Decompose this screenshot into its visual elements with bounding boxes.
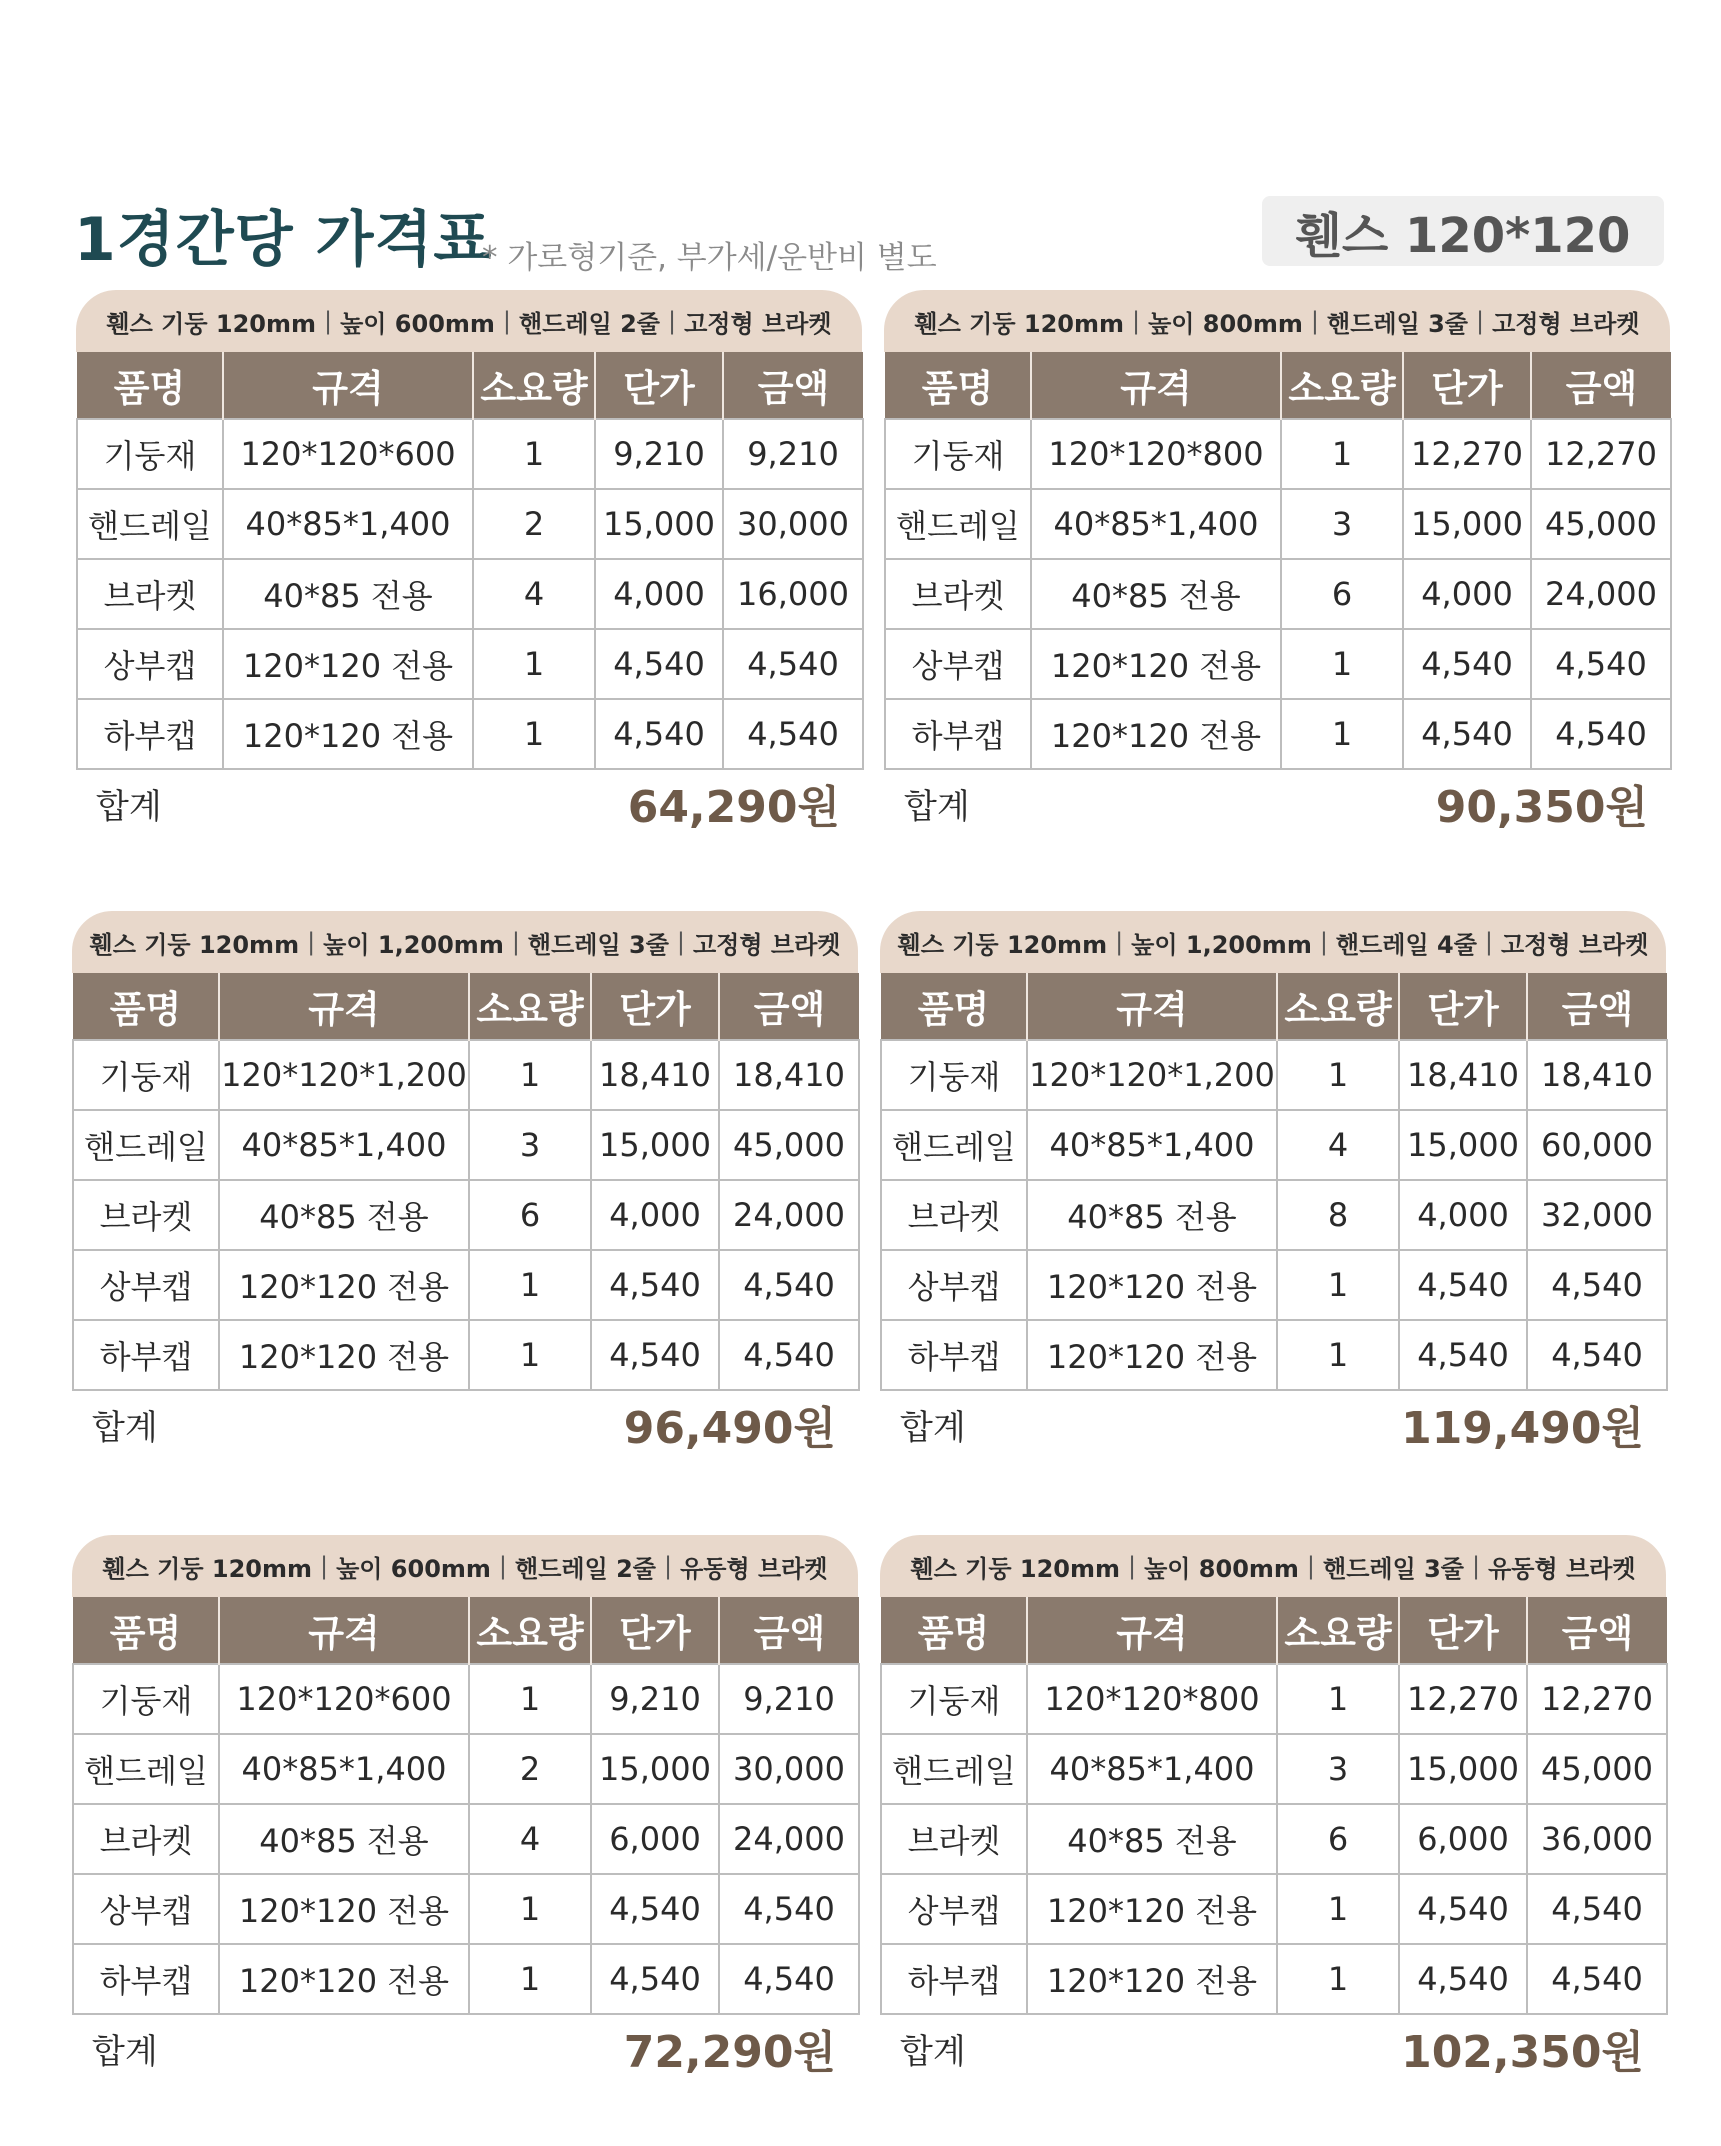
table-row — [881, 1180, 1667, 1250]
spec-item: 휀스 기둥 120mm — [910, 1554, 1120, 1583]
table-cell: 기둥재 — [881, 1664, 1027, 1734]
table-cell: 120*120 전용 — [1027, 1250, 1277, 1320]
table-cell: 120*120 전용 — [223, 629, 473, 699]
table-cell: 4 — [1277, 1110, 1399, 1180]
spec-separator: | — [1310, 307, 1320, 335]
column-header: 규격 — [219, 1597, 469, 1664]
spec-item: 핸드레일 3줄 — [527, 930, 669, 959]
table-row — [885, 559, 1671, 629]
spec-item: 휀스 기둥 120mm — [914, 309, 1124, 338]
table-cell: 4,000 — [1403, 559, 1531, 629]
table-cell: 핸드레일 — [73, 1734, 219, 1804]
table-cell: 하부캡 — [73, 1320, 219, 1390]
table-cell: 40*85 전용 — [1027, 1804, 1277, 1874]
table-cell: 1 — [1277, 1250, 1399, 1320]
table-row — [77, 489, 863, 559]
table-cell: 1 — [1281, 629, 1403, 699]
table-cell: 1 — [1277, 1040, 1399, 1110]
table-cell: 120*120 전용 — [223, 699, 473, 769]
table-cell: 4 — [473, 559, 595, 629]
table-row — [881, 1320, 1667, 1390]
spec-separator: | — [511, 928, 520, 956]
total-value: 119,490원 — [1401, 1403, 1644, 1454]
table-cell: 3 — [1281, 489, 1403, 559]
table-cell: 15,000 — [595, 489, 723, 559]
total-value: 90,350원 — [1435, 782, 1648, 833]
spec-item: 핸드레일 4줄 — [1335, 930, 1477, 959]
table-row — [77, 419, 863, 489]
table-cell: 핸드레일 — [881, 1734, 1027, 1804]
table-cell: 120*120 전용 — [1027, 1874, 1277, 1944]
table-header-row — [73, 973, 859, 1040]
table-cell: 24,000 — [719, 1804, 859, 1874]
column-header: 규격 — [1031, 352, 1281, 419]
spec-item: 핸드레일 3줄 — [1327, 309, 1468, 338]
table-cell: 1 — [1277, 1664, 1399, 1734]
table-cell: 4,540 — [1399, 1320, 1527, 1390]
column-header: 금액 — [1527, 973, 1667, 1040]
table-cell: 기둥재 — [73, 1664, 219, 1734]
panel-spec-header — [880, 1535, 1666, 1597]
table-cell: 45,000 — [1527, 1734, 1667, 1804]
table-cell: 120*120*1,200 — [1027, 1040, 1277, 1110]
column-header: 단가 — [591, 973, 719, 1040]
table-cell: 4,540 — [1403, 629, 1531, 699]
spec-separator: | — [1115, 928, 1124, 956]
table-cell: 18,410 — [1399, 1040, 1527, 1110]
table-cell: 핸드레일 — [885, 489, 1031, 559]
table-cell: 6 — [1281, 559, 1403, 629]
panel-spec-header — [72, 1535, 858, 1597]
panel-spec-header — [880, 911, 1666, 973]
table-cell: 40*85*1,400 — [1027, 1734, 1277, 1804]
table-cell: 120*120 전용 — [1027, 1944, 1277, 2014]
table-cell: 4,540 — [595, 699, 723, 769]
panel-total — [880, 2015, 1666, 2081]
table-cell: 15,000 — [1399, 1110, 1527, 1180]
column-header: 금액 — [723, 352, 863, 419]
total-label: 합계 — [92, 2031, 158, 2072]
table-cell: 15,000 — [591, 1110, 719, 1180]
table-cell: 120*120*1,200 — [219, 1040, 469, 1110]
table-cell: 18,410 — [719, 1040, 859, 1110]
spec-separator: | — [1127, 1552, 1137, 1580]
table-row — [885, 419, 1671, 489]
column-header: 규격 — [223, 352, 473, 419]
total-value: 102,350원 — [1401, 2027, 1644, 2078]
column-header: 소요량 — [1277, 973, 1399, 1040]
table-cell: 15,000 — [1399, 1734, 1527, 1804]
table-row — [73, 1664, 859, 1734]
table-cell: 4,540 — [591, 1874, 719, 1944]
table-cell: 120*120 전용 — [1031, 699, 1281, 769]
table-cell: 40*85 전용 — [1027, 1180, 1277, 1250]
spec-item: 높이 800mm — [1148, 309, 1303, 338]
spec-separator: | — [1131, 307, 1141, 335]
table-header-row — [881, 973, 1667, 1040]
spec-item: 고정형 브라켓 — [1492, 309, 1640, 338]
spec-item: 높이 600mm — [336, 1554, 491, 1583]
table-cell: 24,000 — [719, 1180, 859, 1250]
table-cell: 4,540 — [1403, 699, 1531, 769]
table-cell: 120*120*600 — [223, 419, 473, 489]
table-cell: 9,210 — [723, 419, 863, 489]
table-cell: 4,540 — [1527, 1944, 1667, 2014]
price-panel — [880, 911, 1666, 1457]
table-row — [885, 699, 1671, 769]
table-cell: 36,000 — [1527, 1804, 1667, 1874]
table-row — [73, 1250, 859, 1320]
table-cell: 6 — [469, 1180, 591, 1250]
price-table — [880, 1597, 1668, 2015]
price-table — [72, 973, 860, 1391]
total-label: 합계 — [900, 2031, 966, 2072]
table-cell: 6 — [1277, 1804, 1399, 1874]
table-cell: 4,540 — [1399, 1874, 1527, 1944]
table-cell: 4,540 — [1527, 1250, 1667, 1320]
spec-separator: | — [1484, 928, 1493, 956]
spec-item: 휀스 기둥 120mm — [89, 930, 300, 959]
table-row — [881, 1110, 1667, 1180]
spec-separator: | — [668, 307, 677, 335]
spec-item: 고정형 브라켓 — [684, 309, 832, 338]
table-cell: 9,210 — [595, 419, 723, 489]
table-row — [881, 1734, 1667, 1804]
column-header: 금액 — [1531, 352, 1671, 419]
table-cell: 2 — [469, 1734, 591, 1804]
table-cell: 브라켓 — [881, 1180, 1027, 1250]
table-cell: 브라켓 — [73, 1180, 219, 1250]
panel-spec-header — [72, 911, 858, 973]
table-cell: 40*85*1,400 — [1027, 1110, 1277, 1180]
table-cell: 45,000 — [1531, 489, 1671, 559]
table-cell: 30,000 — [723, 489, 863, 559]
spec-item: 높이 600mm — [340, 309, 495, 338]
total-label: 합계 — [900, 1407, 966, 1448]
table-cell: 6,000 — [591, 1804, 719, 1874]
spec-item: 고정형 브라켓 — [693, 930, 841, 959]
total-label: 합계 — [92, 1407, 158, 1448]
table-cell: 1 — [1277, 1320, 1399, 1390]
table-cell: 1 — [473, 629, 595, 699]
total-label: 합계 — [96, 786, 162, 827]
table-cell: 하부캡 — [73, 1944, 219, 2014]
column-header: 소요량 — [1277, 1597, 1399, 1664]
price-panel — [72, 1535, 858, 2081]
spec-separator: | — [323, 307, 333, 335]
table-cell: 120*120*800 — [1031, 419, 1281, 489]
table-cell: 40*85*1,400 — [219, 1110, 469, 1180]
panel-total — [72, 1391, 858, 1457]
column-header: 품명 — [77, 352, 223, 419]
price-panel — [884, 290, 1670, 836]
panel-total — [884, 770, 1670, 836]
table-cell: 120*120 전용 — [219, 1944, 469, 2014]
table-cell: 4,000 — [591, 1180, 719, 1250]
table-cell: 4,540 — [723, 699, 863, 769]
table-cell: 15,000 — [1403, 489, 1531, 559]
table-cell: 기둥재 — [77, 419, 223, 489]
table-cell: 핸드레일 — [881, 1110, 1027, 1180]
table-cell: 1 — [473, 699, 595, 769]
table-cell: 12,270 — [1531, 419, 1671, 489]
table-cell: 32,000 — [1527, 1180, 1667, 1250]
table-cell: 상부캡 — [73, 1874, 219, 1944]
table-cell: 기둥재 — [881, 1040, 1027, 1110]
price-table — [72, 1597, 860, 2015]
table-cell: 1 — [469, 1250, 591, 1320]
total-label: 합계 — [904, 786, 970, 827]
column-header: 단가 — [591, 1597, 719, 1664]
table-cell: 120*120 전용 — [219, 1874, 469, 1944]
table-cell: 4,000 — [595, 559, 723, 629]
table-cell: 6,000 — [1399, 1804, 1527, 1874]
spec-separator: | — [1472, 1552, 1481, 1580]
column-header: 규격 — [219, 973, 469, 1040]
spec-item: 핸드레일 3줄 — [1323, 1554, 1464, 1583]
table-cell: 브라켓 — [77, 559, 223, 629]
column-header: 품명 — [73, 1597, 219, 1664]
table-cell: 하부캡 — [77, 699, 223, 769]
price-panel — [72, 911, 858, 1457]
column-header: 단가 — [595, 352, 723, 419]
product-badge: 휀스 120*120 — [1262, 196, 1664, 266]
table-cell: 3 — [469, 1110, 591, 1180]
table-row — [881, 1040, 1667, 1110]
table-cell: 40*85*1,400 — [219, 1734, 469, 1804]
table-cell: 8 — [1277, 1180, 1399, 1250]
table-cell: 40*85 전용 — [219, 1804, 469, 1874]
table-cell: 4,540 — [1527, 1874, 1667, 1944]
spec-item: 핸드레일 2줄 — [515, 1554, 656, 1583]
panel-total — [76, 770, 862, 836]
table-cell: 3 — [1277, 1734, 1399, 1804]
price-table — [880, 973, 1668, 1391]
table-cell: 30,000 — [719, 1734, 859, 1804]
table-cell: 1 — [469, 1664, 591, 1734]
price-table — [884, 352, 1672, 770]
table-cell: 4,540 — [591, 1944, 719, 2014]
table-row — [73, 1320, 859, 1390]
total-value: 96,490원 — [623, 1403, 836, 1454]
column-header: 소요량 — [473, 352, 595, 419]
column-header: 품명 — [881, 973, 1027, 1040]
table-cell: 45,000 — [719, 1110, 859, 1180]
table-cell: 18,410 — [591, 1040, 719, 1110]
table-cell: 120*120 전용 — [219, 1250, 469, 1320]
column-header: 품명 — [881, 1597, 1027, 1664]
table-row — [885, 629, 1671, 699]
spec-item: 유동형 브라켓 — [680, 1554, 828, 1583]
table-row — [881, 1804, 1667, 1874]
table-cell: 상부캡 — [881, 1874, 1027, 1944]
table-cell: 4,540 — [1531, 629, 1671, 699]
spec-item: 휀스 기둥 120mm — [106, 309, 316, 338]
table-cell: 40*85 전용 — [219, 1180, 469, 1250]
table-row — [73, 1110, 859, 1180]
spec-item: 핸드레일 2줄 — [519, 309, 660, 338]
page-title: 1경간당 가격표 — [74, 205, 493, 275]
spec-item: 휀스 기둥 120mm — [897, 930, 1108, 959]
table-header-row — [881, 1597, 1667, 1664]
table-cell: 상부캡 — [73, 1250, 219, 1320]
total-value: 72,290원 — [623, 2027, 836, 2078]
table-cell: 120*120 전용 — [1031, 629, 1281, 699]
table-row — [881, 1874, 1667, 1944]
spec-separator: | — [319, 1552, 329, 1580]
table-cell: 120*120*800 — [1027, 1664, 1277, 1734]
table-cell: 1 — [1281, 419, 1403, 489]
table-cell: 4,540 — [1399, 1250, 1527, 1320]
table-cell: 40*85 전용 — [223, 559, 473, 629]
table-cell: 9,210 — [591, 1664, 719, 1734]
table-cell: 1 — [1277, 1874, 1399, 1944]
spec-item: 고정형 브라켓 — [1501, 930, 1649, 959]
spec-separator: | — [664, 1552, 673, 1580]
table-cell: 1 — [473, 419, 595, 489]
total-value: 64,290원 — [627, 782, 840, 833]
table-cell: 4,540 — [1531, 699, 1671, 769]
table-cell: 4,540 — [719, 1320, 859, 1390]
table-row — [77, 559, 863, 629]
table-row — [73, 1040, 859, 1110]
table-row — [73, 1944, 859, 2014]
spec-separator: | — [502, 307, 512, 335]
table-row — [77, 699, 863, 769]
table-cell: 4,540 — [595, 629, 723, 699]
spec-separator: | — [1306, 1552, 1316, 1580]
table-cell: 브라켓 — [881, 1804, 1027, 1874]
table-cell: 상부캡 — [885, 629, 1031, 699]
table-cell: 120*120*600 — [219, 1664, 469, 1734]
table-row — [881, 1250, 1667, 1320]
table-cell: 핸드레일 — [77, 489, 223, 559]
panel-spec-header — [884, 290, 1670, 352]
spec-item: 휀스 기둥 120mm — [102, 1554, 312, 1583]
spec-item: 높이 800mm — [1144, 1554, 1299, 1583]
column-header: 규격 — [1027, 973, 1277, 1040]
table-cell: 4,540 — [723, 629, 863, 699]
table-cell: 1 — [1281, 699, 1403, 769]
table-cell: 24,000 — [1531, 559, 1671, 629]
table-cell: 4,540 — [1527, 1320, 1667, 1390]
table-cell: 브라켓 — [73, 1804, 219, 1874]
table-cell: 12,270 — [1399, 1664, 1527, 1734]
column-header: 품명 — [73, 973, 219, 1040]
column-header: 단가 — [1403, 352, 1531, 419]
column-header: 금액 — [719, 1597, 859, 1664]
table-cell: 브라켓 — [885, 559, 1031, 629]
column-header: 금액 — [719, 973, 859, 1040]
table-cell: 1 — [469, 1320, 591, 1390]
table-cell: 상부캡 — [881, 1250, 1027, 1320]
table-row — [885, 489, 1671, 559]
table-row — [73, 1180, 859, 1250]
price-panel — [76, 290, 862, 836]
spec-item: 유동형 브라켓 — [1488, 1554, 1636, 1583]
table-cell: 하부캡 — [881, 1944, 1027, 2014]
table-cell: 9,210 — [719, 1664, 859, 1734]
column-header: 품명 — [885, 352, 1031, 419]
spec-separator: | — [307, 928, 316, 956]
table-cell: 4,000 — [1399, 1180, 1527, 1250]
table-row — [73, 1874, 859, 1944]
table-header-row — [77, 352, 863, 419]
spec-separator: | — [676, 928, 685, 956]
table-cell: 1 — [469, 1874, 591, 1944]
table-header-row — [885, 352, 1671, 419]
table-cell: 4 — [469, 1804, 591, 1874]
spec-item: 높이 1,200mm — [1131, 930, 1312, 959]
table-cell: 16,000 — [723, 559, 863, 629]
table-cell: 2 — [473, 489, 595, 559]
panel-total — [880, 1391, 1666, 1457]
table-cell: 4,540 — [591, 1250, 719, 1320]
column-header: 단가 — [1399, 1597, 1527, 1664]
column-header: 금액 — [1527, 1597, 1667, 1664]
table-row — [881, 1664, 1667, 1734]
table-header-row — [73, 1597, 859, 1664]
table-cell: 기둥재 — [73, 1040, 219, 1110]
table-cell: 4,540 — [591, 1320, 719, 1390]
table-cell: 120*120 전용 — [1027, 1320, 1277, 1390]
spec-separator: | — [498, 1552, 508, 1580]
table-cell: 하부캡 — [881, 1320, 1027, 1390]
table-cell: 40*85*1,400 — [223, 489, 473, 559]
table-cell: 40*85 전용 — [1031, 559, 1281, 629]
table-row — [73, 1734, 859, 1804]
table-cell: 1 — [469, 1040, 591, 1110]
panel-spec-header — [76, 290, 862, 352]
column-header: 소요량 — [469, 1597, 591, 1664]
table-cell: 1 — [1277, 1944, 1399, 2014]
table-cell: 12,270 — [1403, 419, 1531, 489]
table-cell: 상부캡 — [77, 629, 223, 699]
table-cell: 4,540 — [719, 1944, 859, 2014]
table-cell: 40*85*1,400 — [1031, 489, 1281, 559]
table-cell: 60,000 — [1527, 1110, 1667, 1180]
table-row — [881, 1944, 1667, 2014]
price-panel — [880, 1535, 1666, 2081]
spec-separator: | — [1476, 307, 1485, 335]
table-cell: 1 — [469, 1944, 591, 2014]
table-cell: 핸드레일 — [73, 1110, 219, 1180]
table-cell: 4,540 — [719, 1250, 859, 1320]
spec-item: 높이 1,200mm — [323, 930, 504, 959]
table-cell: 하부캡 — [885, 699, 1031, 769]
panel-total — [72, 2015, 858, 2081]
price-table — [76, 352, 864, 770]
table-cell: 4,540 — [1399, 1944, 1527, 2014]
table-cell: 15,000 — [591, 1734, 719, 1804]
price-note: * 가로형기준, 부가세/운반비 별도 — [482, 240, 937, 276]
table-cell: 4,540 — [719, 1874, 859, 1944]
column-header: 단가 — [1399, 973, 1527, 1040]
table-cell: 120*120 전용 — [219, 1320, 469, 1390]
column-header: 소요량 — [469, 973, 591, 1040]
table-cell: 12,270 — [1527, 1664, 1667, 1734]
table-cell: 18,410 — [1527, 1040, 1667, 1110]
column-header: 규격 — [1027, 1597, 1277, 1664]
table-row — [73, 1804, 859, 1874]
column-header: 소요량 — [1281, 352, 1403, 419]
table-cell: 기둥재 — [885, 419, 1031, 489]
spec-separator: | — [1319, 928, 1328, 956]
table-row — [77, 629, 863, 699]
